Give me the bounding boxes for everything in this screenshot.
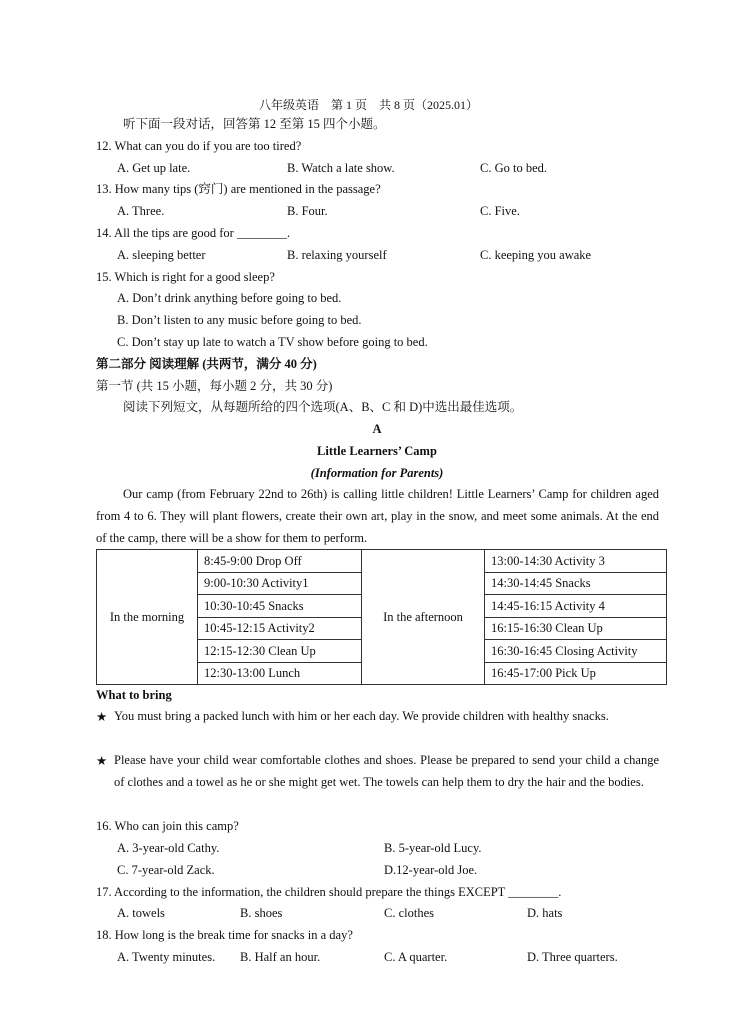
afternoon-slot: 16:15-16:30 Clean Up xyxy=(485,617,667,640)
question-14-stem: 14. All the tips are good for ________. xyxy=(96,226,291,240)
afternoon-slot: 16:30-16:45 Closing Activity xyxy=(485,640,667,663)
question-12-option-a: A. Get up late. xyxy=(117,161,191,175)
question-13-stem: 13. How many tips (窍门) are mentioned in the passage? xyxy=(96,182,381,196)
question-17-stem: 17. According to the information, the children should prepare the things EXCEPT ________. xyxy=(96,885,562,899)
passage-intro: Our camp (from February 22nd to 26th) is calling little children! Little Learners’ Camp for children aged from 4 to 6. They will plant flowers, create their own art, play in the snow, and meet some animals. At the end of the camp, there will be a show for them to perform. xyxy=(96,487,659,545)
afternoon-label: In the afternoon xyxy=(362,550,485,685)
question-16-option-b: B. 5-year-old Lucy. xyxy=(384,841,482,855)
table-row xyxy=(97,550,667,573)
question-12-option-c: C. Go to bed. xyxy=(480,161,548,175)
question-16-stem: 16. Who can join this camp? xyxy=(96,819,239,833)
morning-slot: 12:30-13:00 Lunch xyxy=(198,662,362,685)
afternoon-slot: 14:45-16:15 Activity 4 xyxy=(485,595,667,618)
question-13-option-c: C. Five. xyxy=(480,204,520,218)
question-15-option-a: A. Don’t drink anything before going to bed. xyxy=(117,291,342,305)
passage-label: A xyxy=(372,422,382,436)
question-15-stem: 15. Which is right for a good sleep? xyxy=(96,270,275,284)
question-16-option-d: D.12-year-old Joe. xyxy=(384,863,478,877)
question-16-option-c: C. 7-year-old Zack. xyxy=(117,863,215,877)
morning-slot: 8:45-9:00 Drop Off xyxy=(198,550,362,573)
morning-slot: 12:15-12:30 Clean Up xyxy=(198,640,362,663)
question-16-option-a: A. 3-year-old Cathy. xyxy=(117,841,220,855)
part2-title: 第二部分 阅读理解 (共两节，满分 40 分) xyxy=(96,357,317,371)
afternoon-slot: 13:00-14:30 Activity 3 xyxy=(485,550,667,573)
listening-instruction: 听下面一段对话，回答第 12 至第 15 四个小题。 xyxy=(123,117,386,131)
question-14-option-b: B. relaxing yourself xyxy=(287,248,387,262)
bring-item-lunch: You must bring a packed lunch with him or her each day. We provide children with healthy snacks. xyxy=(114,709,609,723)
section1-instruction: 阅读下列短文，从每题所给的四个选项(A、B、C 和 D)中选出最佳选项。 xyxy=(123,400,523,414)
question-14-option-a: A. sleeping better xyxy=(117,248,206,262)
star-bullet-icon: ★ xyxy=(96,710,108,724)
question-15-option-c: C. Don’t stay up late to watch a TV show before going to bed. xyxy=(117,335,428,349)
question-17-option-b: B. shoes xyxy=(240,906,283,920)
star-bullet-icon: ★ xyxy=(96,754,108,768)
afternoon-slot: 16:45-17:00 Pick Up xyxy=(485,662,667,685)
question-18-option-d: D. Three quarters. xyxy=(527,950,618,964)
question-12-stem: 12. What can you do if you are too tired? xyxy=(96,139,302,153)
bring-item-clothes: Please have your child wear comfortable clothes and shoes. Please be prepared to send your child a change of clothes and a towel as he or she might get wet. The towels can help them to dry the hair and the bodies. xyxy=(114,753,659,789)
question-12-option-b: B. Watch a late show. xyxy=(287,161,395,175)
question-18-option-a: A. Twenty minutes. xyxy=(117,950,216,964)
passage-subtitle: (Information for Parents) xyxy=(310,466,444,480)
question-18-option-c: C. A quarter. xyxy=(384,950,448,964)
schedule-table xyxy=(96,549,667,685)
page-header: 八年级英语 第 1 页 共 8 页（2025.01） xyxy=(258,98,478,112)
morning-slot: 10:45-12:15 Activity2 xyxy=(198,617,362,640)
question-17-option-d: D. hats xyxy=(527,906,563,920)
question-17-option-c: C. clothes xyxy=(384,906,434,920)
passage-title: Little Learners’ Camp xyxy=(317,444,437,458)
morning-slot: 10:30-10:45 Snacks xyxy=(198,595,362,618)
question-13-option-b: B. Four. xyxy=(287,204,328,218)
morning-label: In the morning xyxy=(97,550,198,685)
question-17-option-a: A. towels xyxy=(117,906,165,920)
question-18-stem: 18. How long is the break time for snacks in a day? xyxy=(96,928,353,942)
question-18-option-b: B. Half an hour. xyxy=(240,950,321,964)
question-15-option-b: B. Don’t listen to any music before going to bed. xyxy=(117,313,362,327)
section1-title: 第一节 (共 15 小题，每小题 2 分，共 30 分) xyxy=(96,379,333,393)
question-13-option-a: A. Three. xyxy=(117,204,165,218)
morning-slot: 9:00-10:30 Activity1 xyxy=(198,572,362,595)
afternoon-slot: 14:30-14:45 Snacks xyxy=(485,572,667,595)
bring-title: What to bring xyxy=(96,688,172,702)
question-14-option-c: C. keeping you awake xyxy=(480,248,592,262)
